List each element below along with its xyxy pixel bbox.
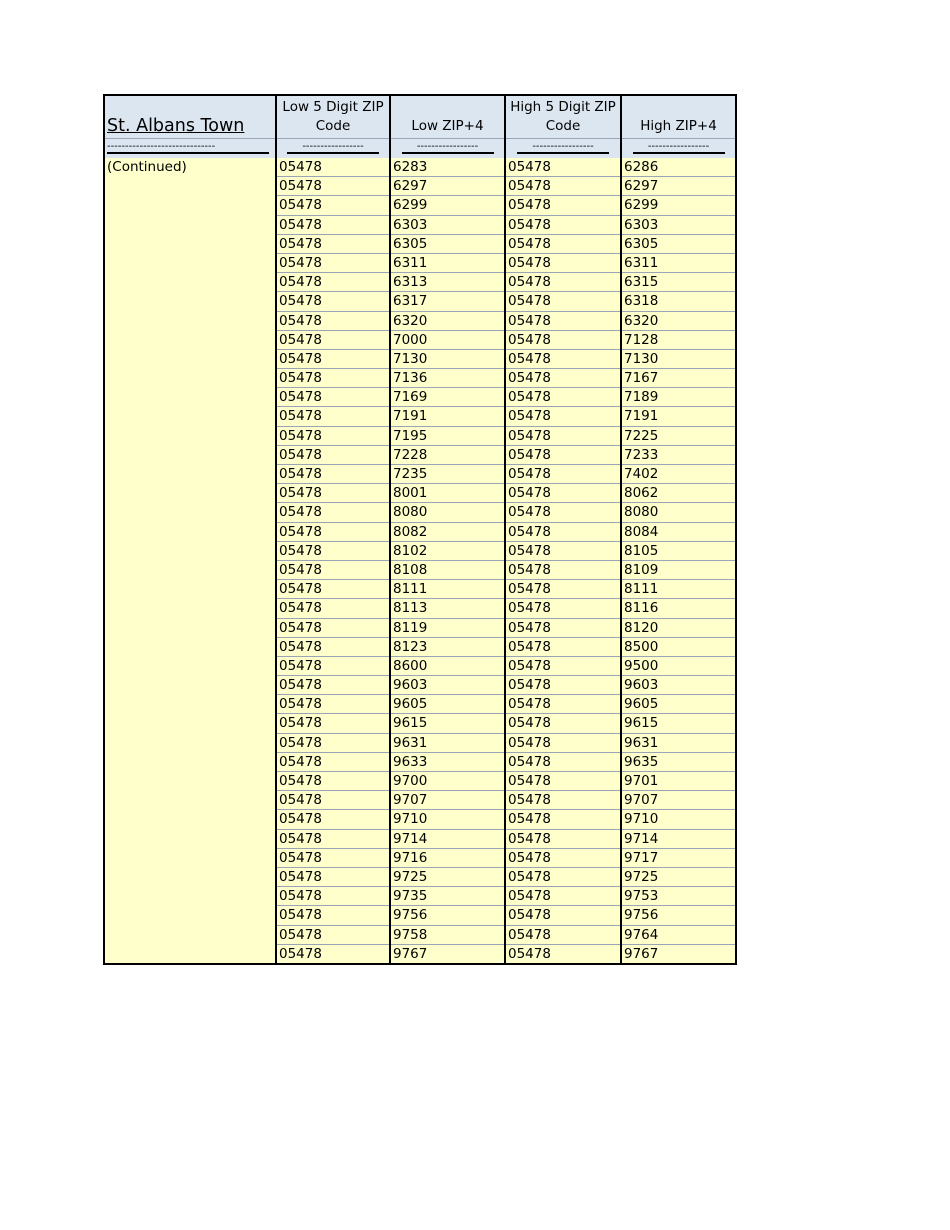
label-cell [104, 234, 276, 253]
high-zip4-cell: 8109 [621, 560, 736, 579]
table-row [104, 695, 736, 714]
high-5-digit-cell: 05478 [505, 560, 621, 579]
high-5-digit-cell: 05478 [505, 580, 621, 599]
low-5-digit-cell: 05478 [276, 925, 390, 944]
high-zip4-cell: 6286 [621, 158, 736, 177]
high-zip4-cell: 9767 [621, 944, 736, 964]
label-cell [104, 541, 276, 560]
low-zip4-cell: 7228 [390, 445, 505, 464]
table-row [104, 829, 736, 848]
low-zip4-cell: 8080 [390, 503, 505, 522]
high-5-digit-cell: 05478 [505, 618, 621, 637]
low-zip4-cell: 6303 [390, 215, 505, 234]
low-zip4-cell: 8600 [390, 656, 505, 675]
table-row [104, 637, 736, 656]
separator-dashes: ------------------------------ [107, 142, 269, 154]
label-cell [104, 369, 276, 388]
high-zip4-cell: 9603 [621, 676, 736, 695]
label-cell [104, 388, 276, 407]
low-zip4-cell: 8111 [390, 580, 505, 599]
high-5-digit-cell: 05478 [505, 158, 621, 177]
low-zip4-cell: 7136 [390, 369, 505, 388]
label-cell [104, 867, 276, 886]
table-row [104, 906, 736, 925]
low-zip4-cell: 8113 [390, 599, 505, 618]
table-row [104, 484, 736, 503]
label-cell [104, 330, 276, 349]
label-cell [104, 484, 276, 503]
low-5-digit-cell: 05478 [276, 944, 390, 964]
low-5-digit-cell: 05478 [276, 196, 390, 215]
low-5-digit-cell: 05478 [276, 560, 390, 579]
label-cell [104, 503, 276, 522]
table-row [104, 215, 736, 234]
label-cell [104, 733, 276, 752]
low-zip4-cell: 8102 [390, 541, 505, 560]
high-5-digit-cell: 05478 [505, 733, 621, 752]
table-row [104, 887, 736, 906]
low-5-digit-cell: 05478 [276, 695, 390, 714]
high-zip4-cell: 6318 [621, 292, 736, 311]
high-5-digit-cell: 05478 [505, 311, 621, 330]
low-zip4-cell: 8123 [390, 637, 505, 656]
low-5-digit-cell: 05478 [276, 637, 390, 656]
high-zip4-cell: 6299 [621, 196, 736, 215]
table-row [104, 848, 736, 867]
low-zip4-cell: 8108 [390, 560, 505, 579]
high-5-digit-cell: 05478 [505, 599, 621, 618]
table-row [104, 580, 736, 599]
low-5-digit-cell: 05478 [276, 791, 390, 810]
high-5-digit-cell: 05478 [505, 388, 621, 407]
high-zip4-cell: 9701 [621, 772, 736, 791]
table-row [104, 292, 736, 311]
separator-row [104, 139, 736, 159]
low-zip4-cell: 9710 [390, 810, 505, 829]
low-5-digit-cell: 05478 [276, 733, 390, 752]
high-5-digit-cell: 05478 [505, 484, 621, 503]
low-zip4-cell: 6305 [390, 234, 505, 253]
low-zip4-cell: 6297 [390, 177, 505, 196]
table-row [104, 465, 736, 484]
low-zip4-cell: 7000 [390, 330, 505, 349]
table-row [104, 522, 736, 541]
label-cell [104, 407, 276, 426]
high-zip4-cell: 9615 [621, 714, 736, 733]
high-zip4-cell: 6297 [621, 177, 736, 196]
col-header-high-5-digit: High 5 Digit ZIP Code [505, 95, 621, 139]
high-5-digit-cell: 05478 [505, 791, 621, 810]
high-zip4-cell: 9717 [621, 848, 736, 867]
low-5-digit-cell: 05478 [276, 714, 390, 733]
high-zip4-cell: 9753 [621, 887, 736, 906]
high-zip4-cell: 8080 [621, 503, 736, 522]
high-5-digit-cell: 05478 [505, 810, 621, 829]
high-5-digit-cell: 05478 [505, 752, 621, 771]
table-row [104, 791, 736, 810]
high-zip4-cell: 6311 [621, 253, 736, 272]
table-row [104, 388, 736, 407]
low-zip4-cell: 8001 [390, 484, 505, 503]
label-cell [104, 599, 276, 618]
low-5-digit-cell: 05478 [276, 887, 390, 906]
high-5-digit-cell: 05478 [505, 196, 621, 215]
label-cell [104, 944, 276, 964]
low-5-digit-cell: 05478 [276, 234, 390, 253]
low-5-digit-cell: 05478 [276, 369, 390, 388]
label-cell [104, 695, 276, 714]
high-5-digit-cell: 05478 [505, 695, 621, 714]
high-zip4-cell: 6303 [621, 215, 736, 234]
separator-dashes: ----------------- [287, 142, 379, 154]
low-zip4-cell: 9633 [390, 752, 505, 771]
table-row [104, 867, 736, 886]
table-row [104, 560, 736, 579]
high-zip4-cell: 9764 [621, 925, 736, 944]
high-zip4-cell: 6320 [621, 311, 736, 330]
low-zip4-cell: 9716 [390, 848, 505, 867]
high-zip4-cell: 8500 [621, 637, 736, 656]
high-zip4-cell: 7191 [621, 407, 736, 426]
table-row [104, 714, 736, 733]
low-5-digit-cell: 05478 [276, 465, 390, 484]
high-zip4-cell: 9707 [621, 791, 736, 810]
high-5-digit-cell: 05478 [505, 848, 621, 867]
separator-dashes: ----------------- [633, 142, 725, 154]
high-zip4-cell: 7402 [621, 465, 736, 484]
col-header-high-zip4: High ZIP+4 [621, 95, 736, 139]
low-zip4-cell: 6299 [390, 196, 505, 215]
low-zip4-cell: 9714 [390, 829, 505, 848]
label-cell [104, 349, 276, 368]
low-zip4-cell: 7235 [390, 465, 505, 484]
low-5-digit-cell: 05478 [276, 848, 390, 867]
low-5-digit-cell: 05478 [276, 330, 390, 349]
low-zip4-cell: 6320 [390, 311, 505, 330]
high-zip4-cell: 7225 [621, 426, 736, 445]
low-zip4-cell: 8082 [390, 522, 505, 541]
high-5-digit-cell: 05478 [505, 867, 621, 886]
low-5-digit-cell: 05478 [276, 292, 390, 311]
table-row [104, 541, 736, 560]
table-row [104, 925, 736, 944]
high-5-digit-cell: 05478 [505, 215, 621, 234]
label-cell [104, 580, 276, 599]
high-5-digit-cell: 05478 [505, 944, 621, 964]
low-5-digit-cell: 05478 [276, 388, 390, 407]
table-row [104, 369, 736, 388]
low-5-digit-cell: 05478 [276, 867, 390, 886]
low-5-digit-cell: 05478 [276, 407, 390, 426]
separator-dashes: ----------------- [517, 142, 609, 154]
high-zip4-cell: 6305 [621, 234, 736, 253]
high-5-digit-cell: 05478 [505, 426, 621, 445]
high-zip4-cell: 9631 [621, 733, 736, 752]
label-cell [104, 887, 276, 906]
label-cell [104, 311, 276, 330]
table-row [104, 810, 736, 829]
low-5-digit-cell: 05478 [276, 676, 390, 695]
high-zip4-cell: 8111 [621, 580, 736, 599]
high-zip4-cell: 9635 [621, 752, 736, 771]
low-zip4-cell: 7169 [390, 388, 505, 407]
high-zip4-cell: 7167 [621, 369, 736, 388]
table-body [104, 158, 736, 964]
high-zip4-cell: 7128 [621, 330, 736, 349]
low-zip4-cell: 6313 [390, 273, 505, 292]
low-zip4-cell: 7191 [390, 407, 505, 426]
label-cell [104, 810, 276, 829]
low-zip4-cell: 9735 [390, 887, 505, 906]
table-row [104, 733, 736, 752]
label-cell [104, 714, 276, 733]
header-row [104, 95, 736, 139]
table-row [104, 656, 736, 675]
table-row [104, 944, 736, 964]
high-5-digit-cell: 05478 [505, 714, 621, 733]
low-5-digit-cell: 05478 [276, 810, 390, 829]
low-zip4-cell: 9605 [390, 695, 505, 714]
low-5-digit-cell: 05478 [276, 580, 390, 599]
label-cell [104, 772, 276, 791]
low-5-digit-cell: 05478 [276, 752, 390, 771]
low-5-digit-cell: 05478 [276, 349, 390, 368]
table-row [104, 349, 736, 368]
high-5-digit-cell: 05478 [505, 503, 621, 522]
low-zip4-cell: 9758 [390, 925, 505, 944]
table-row [104, 618, 736, 637]
high-5-digit-cell: 05478 [505, 906, 621, 925]
low-5-digit-cell: 05478 [276, 273, 390, 292]
low-5-digit-cell: 05478 [276, 541, 390, 560]
low-zip4-cell: 9603 [390, 676, 505, 695]
label-cell [104, 465, 276, 484]
high-zip4-cell: 7233 [621, 445, 736, 464]
high-5-digit-cell: 05478 [505, 656, 621, 675]
table-row [104, 426, 736, 445]
low-zip4-cell: 6283 [390, 158, 505, 177]
high-zip4-cell: 8105 [621, 541, 736, 560]
low-zip4-cell: 9725 [390, 867, 505, 886]
high-zip4-cell: 8062 [621, 484, 736, 503]
high-5-digit-cell: 05478 [505, 445, 621, 464]
low-5-digit-cell: 05478 [276, 311, 390, 330]
high-zip4-cell: 9500 [621, 656, 736, 675]
label-cell [104, 637, 276, 656]
low-5-digit-cell: 05478 [276, 772, 390, 791]
table-row [104, 752, 736, 771]
low-5-digit-cell: 05478 [276, 158, 390, 177]
high-5-digit-cell: 05478 [505, 253, 621, 272]
high-5-digit-cell: 05478 [505, 177, 621, 196]
low-zip4-cell: 8119 [390, 618, 505, 637]
separator-dashes: ----------------- [402, 142, 494, 154]
table-row [104, 599, 736, 618]
label-cell [104, 215, 276, 234]
low-zip4-cell: 9615 [390, 714, 505, 733]
low-5-digit-cell: 05478 [276, 177, 390, 196]
table-row [104, 445, 736, 464]
zip-range-table [103, 94, 737, 965]
high-zip4-cell: 9605 [621, 695, 736, 714]
label-cell [104, 656, 276, 675]
high-zip4-cell: 8084 [621, 522, 736, 541]
label-cell [104, 906, 276, 925]
label-cell [104, 292, 276, 311]
low-zip4-cell: 9707 [390, 791, 505, 810]
label-cell [104, 177, 276, 196]
high-zip4-cell: 6315 [621, 273, 736, 292]
high-zip4-cell: 7189 [621, 388, 736, 407]
high-zip4-cell: 8120 [621, 618, 736, 637]
low-5-digit-cell: 05478 [276, 253, 390, 272]
high-5-digit-cell: 05478 [505, 407, 621, 426]
low-5-digit-cell: 05478 [276, 215, 390, 234]
low-zip4-cell: 9767 [390, 944, 505, 964]
low-zip4-cell: 6311 [390, 253, 505, 272]
table-row [104, 177, 736, 196]
label-cell [104, 426, 276, 445]
label-cell [104, 618, 276, 637]
table-row [104, 158, 736, 177]
label-cell [104, 196, 276, 215]
low-zip4-cell: 7130 [390, 349, 505, 368]
low-5-digit-cell: 05478 [276, 503, 390, 522]
label-cell [104, 676, 276, 695]
low-5-digit-cell: 05478 [276, 618, 390, 637]
high-5-digit-cell: 05478 [505, 925, 621, 944]
low-zip4-cell: 9700 [390, 772, 505, 791]
high-5-digit-cell: 05478 [505, 887, 621, 906]
table-row [104, 772, 736, 791]
high-5-digit-cell: 05478 [505, 772, 621, 791]
continued-label: (Continued) [104, 158, 276, 177]
table-row [104, 330, 736, 349]
high-5-digit-cell: 05478 [505, 465, 621, 484]
table-row [104, 503, 736, 522]
table-row [104, 676, 736, 695]
high-5-digit-cell: 05478 [505, 676, 621, 695]
high-5-digit-cell: 05478 [505, 541, 621, 560]
table-row [104, 253, 736, 272]
high-zip4-cell: 9725 [621, 867, 736, 886]
label-cell [104, 848, 276, 867]
low-5-digit-cell: 05478 [276, 445, 390, 464]
low-zip4-cell: 7195 [390, 426, 505, 445]
low-5-digit-cell: 05478 [276, 426, 390, 445]
low-zip4-cell: 6317 [390, 292, 505, 311]
low-5-digit-cell: 05478 [276, 906, 390, 925]
col-header-low-zip4: Low ZIP+4 [390, 95, 505, 139]
high-5-digit-cell: 05478 [505, 522, 621, 541]
high-5-digit-cell: 05478 [505, 637, 621, 656]
label-cell [104, 791, 276, 810]
low-5-digit-cell: 05478 [276, 484, 390, 503]
label-cell [104, 560, 276, 579]
high-5-digit-cell: 05478 [505, 369, 621, 388]
high-zip4-cell: 9710 [621, 810, 736, 829]
table-row [104, 407, 736, 426]
low-5-digit-cell: 05478 [276, 599, 390, 618]
label-cell [104, 925, 276, 944]
table-row [104, 196, 736, 215]
high-zip4-cell: 9714 [621, 829, 736, 848]
high-5-digit-cell: 05478 [505, 292, 621, 311]
high-5-digit-cell: 05478 [505, 234, 621, 253]
table-row [104, 311, 736, 330]
table-row [104, 273, 736, 292]
high-zip4-cell: 7130 [621, 349, 736, 368]
zip-range-sheet [103, 94, 735, 965]
label-cell [104, 253, 276, 272]
high-zip4-cell: 8116 [621, 599, 736, 618]
label-cell [104, 752, 276, 771]
label-cell [104, 273, 276, 292]
label-cell [104, 829, 276, 848]
high-5-digit-cell: 05478 [505, 349, 621, 368]
town-heading: St. Albans Town [104, 95, 276, 139]
table-row [104, 234, 736, 253]
high-5-digit-cell: 05478 [505, 273, 621, 292]
low-zip4-cell: 9756 [390, 906, 505, 925]
low-5-digit-cell: 05478 [276, 522, 390, 541]
high-zip4-cell: 9756 [621, 906, 736, 925]
label-cell [104, 522, 276, 541]
low-5-digit-cell: 05478 [276, 656, 390, 675]
label-cell [104, 445, 276, 464]
col-header-low-5-digit: Low 5 Digit ZIP Code [276, 95, 390, 139]
low-5-digit-cell: 05478 [276, 829, 390, 848]
low-zip4-cell: 9631 [390, 733, 505, 752]
high-5-digit-cell: 05478 [505, 829, 621, 848]
high-5-digit-cell: 05478 [505, 330, 621, 349]
